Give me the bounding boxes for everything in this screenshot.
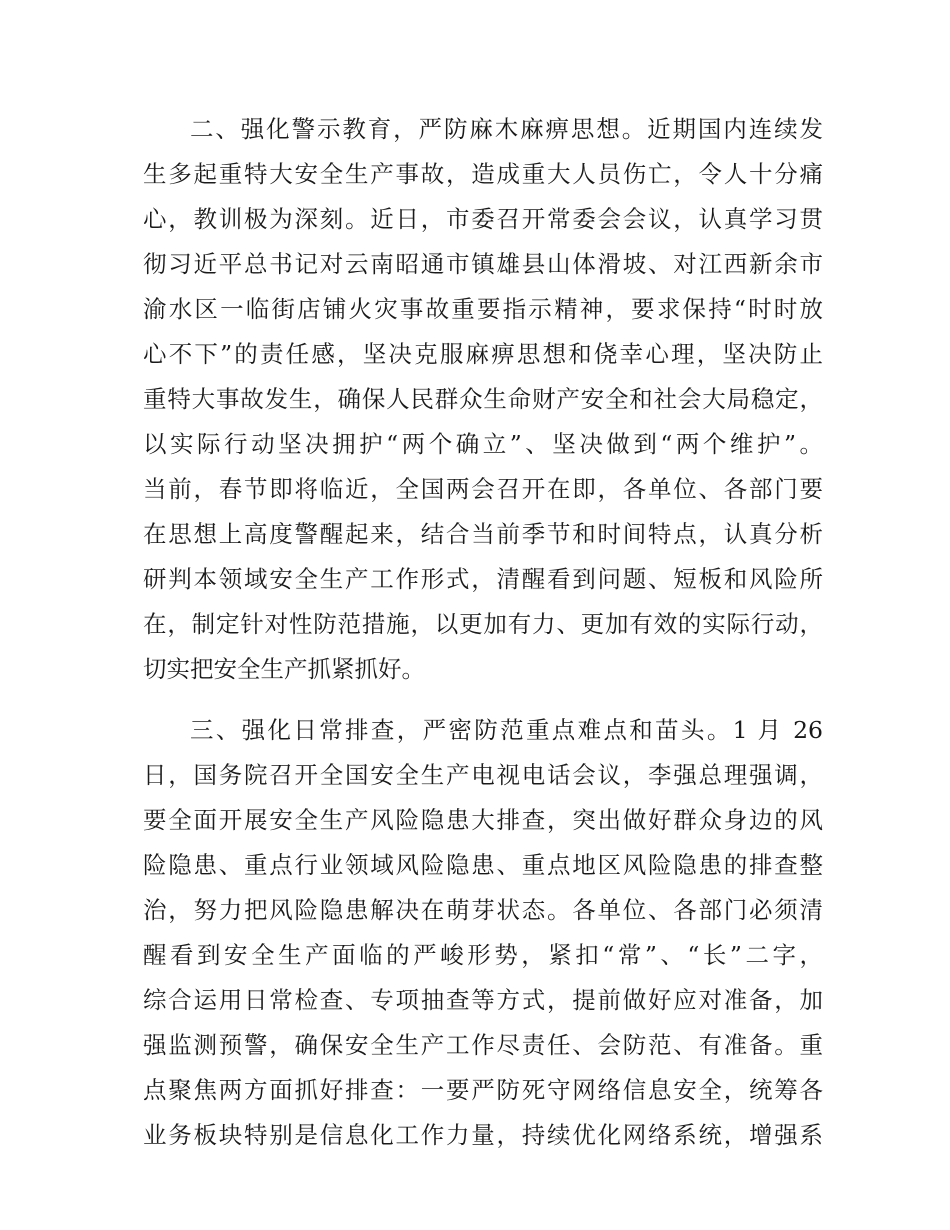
paragraph-line: 综合运用日常检查、专项抽查等方式，提前做好应对准备，加 [143, 986, 823, 1014]
paragraph-line: 要全面开展安全生产风险隐患大排查，突出做好群众身边的风 [143, 806, 823, 834]
paragraph-line: 在思想上高度警醒起来，结合当前季节和时间特点，认真分析 [143, 520, 823, 548]
paragraph-line: 业务板块特别是信息化工作力量，持续优化网络系统，增强系 [143, 1121, 823, 1149]
paragraph-line: 心，教训极为深刻。近日，市委召开常委会会议，认真学习贯 [143, 205, 823, 233]
paragraph-line: 在，制定针对性防范措施，以更加有力、更加有效的实际行动， [143, 610, 823, 638]
paragraph-line: 渝水区一临街店铺火灾事故重要指示精神，要求保持“时时放 [143, 295, 823, 323]
paragraph-line: 以实际行动坚决拥护“两个确立”、坚决做到“两个维护”。 [143, 430, 823, 458]
paragraph-line: 心不下”的责任感，坚决克服麻痹思想和侥幸心理，坚决防止 [143, 340, 823, 368]
paragraph-line: 三、强化日常排查，严密防范重点难点和苗头。1 月 26 [190, 716, 823, 744]
paragraph-line: 强监测预警，确保安全生产工作尽责任、会防范、有准备。重 [143, 1031, 823, 1059]
paragraph-line: 切实把安全生产抓紧抓好。 [143, 655, 425, 683]
paragraph-line: 研判本领域安全生产工作形式，清醒看到问题、短板和风险所 [143, 565, 823, 593]
paragraph-line: 险隐患、重点行业领域风险隐患、重点地区风险隐患的排查整 [143, 851, 823, 879]
paragraph-line: 生多起重特大安全生产事故，造成重大人员伤亡，令人十分痛 [143, 160, 823, 188]
paragraph-line: 重特大事故发生，确保人民群众生命财产安全和社会大局稳定， [143, 385, 823, 413]
paragraph-line: 点聚焦两方面抓好排查：一要严防死守网络信息安全，统筹各 [143, 1076, 823, 1104]
paragraph-line: 治，努力把风险隐患解决在萌芽状态。各单位、各部门必须清 [143, 896, 823, 924]
paragraph-line: 彻习近平总书记对云南昭通市镇雄县山体滑坡、对江西新余市 [143, 250, 823, 278]
paragraph-line: 当前，春节即将临近，全国两会召开在即，各单位、各部门要 [143, 475, 823, 503]
paragraph-line: 日，国务院召开全国安全生产电视电话会议，李强总理强调， [143, 761, 823, 789]
paragraph-line: 醒看到安全生产面临的严峻形势，紧扣“常”、“长”二字， [143, 941, 823, 969]
paragraph-line: 二、强化警示教育，严防麻木麻痹思想。近期国内连续发 [190, 115, 823, 143]
